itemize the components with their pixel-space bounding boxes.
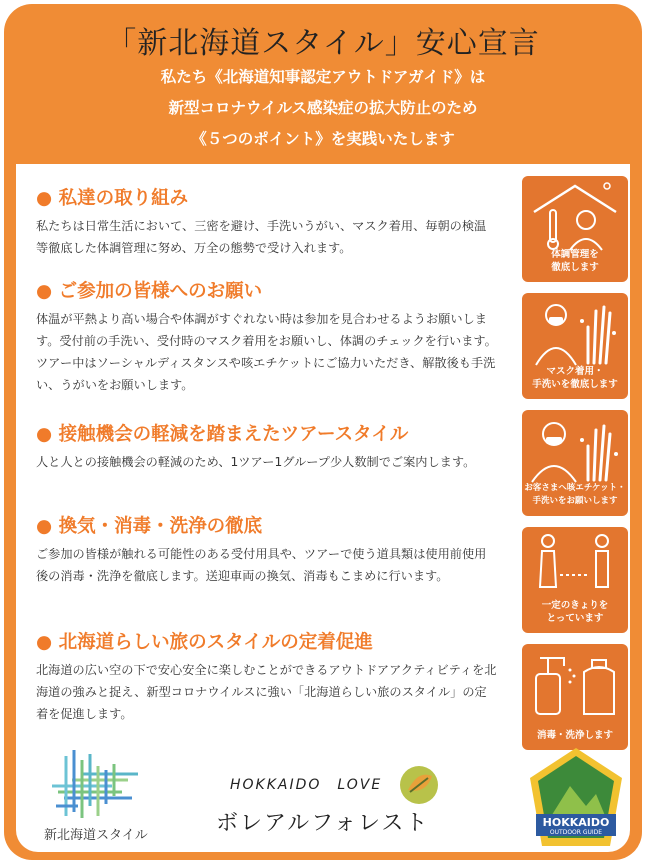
badge-line2: OUTDOOR GUIDE xyxy=(549,829,603,836)
subtitle-line: 新型コロナウイルス感染症の拡大防止のため xyxy=(168,99,478,117)
section-heading: ● 私達の取り組み xyxy=(36,188,189,209)
card-health-check xyxy=(522,176,628,282)
caption-line: とっています xyxy=(546,613,604,624)
page-title: 「新北海道スタイル」安心宣言 xyxy=(106,26,540,61)
caption-line: 手洗いをお願いします xyxy=(532,496,618,506)
section-request xyxy=(36,279,498,396)
company-name: ボレアルフォレスト xyxy=(216,811,430,836)
subtitle-line: 《５つのポイント》を実践いたします xyxy=(191,130,455,148)
section-text: 北海道の広い空の下で安心安全に楽しむことができるアウトドアアクティビティを北海道の強みと捉え、新型コロナウイルスに強い「北海道らしい旅のスタイル」の定着を促進します。 xyxy=(36,663,497,721)
content-panel xyxy=(16,164,630,852)
poster xyxy=(4,4,642,860)
section-text: 体温が平熱より高い場合や体調がすぐれない時は参加を見合わせるようお願いします。受付前の手洗い、受付時のマスク着用をお願いし、体調のチェックを行います。ツアー中はソーシャルディスタンスや咳エチケットにご協力いただき、解散後も手洗い、うがいをお願いします。 xyxy=(36,312,497,392)
section-heading: ● 北海道らしい旅のスタイルの定着促進 xyxy=(36,632,373,653)
caption-line: お客さまへ咳エチケット・ xyxy=(524,483,626,493)
section-heading: ● ご参加の皆様へのお願い xyxy=(36,281,263,302)
leaf-logo-icon xyxy=(398,764,440,806)
section-text: ご参加の皆様が触れる可能性のある受付用具や、ツアーで使う道具類は使用前使用後の消毒・洗浄を徹底します。送迎車両の換気、消毒もこまめに行います。 xyxy=(36,547,487,583)
caption-line: 徹底します xyxy=(551,262,599,273)
new-hokkaido-style-logo xyxy=(42,746,162,846)
social-distance-icon xyxy=(522,527,628,602)
subtitle xyxy=(4,62,642,155)
section-tour-style xyxy=(36,422,498,473)
caption-line: 一定のきょりを xyxy=(541,600,609,611)
section-text: 人と人との接触機会の軽減のため、1ツアー1グループ少人数制でご案内します。 xyxy=(36,455,476,469)
section-heading: ● 換気・消毒・洗浄の徹底 xyxy=(36,516,263,537)
card-cough-etiquette xyxy=(522,410,628,516)
card-caption xyxy=(522,482,628,508)
caption-line: 体調管理を xyxy=(551,249,599,260)
card-mask-handwash xyxy=(522,293,628,399)
health-check-icon xyxy=(522,176,628,251)
section-disinfection xyxy=(36,514,498,587)
card-social-distance xyxy=(522,527,628,633)
section-text: 私たちは日常生活において、三密を避け、手洗いうがい、マスク着用、毎朝の検温等徹底した体調管理に努め、万全の態勢で受け入れます。 xyxy=(36,219,487,255)
section-initiatives xyxy=(36,186,498,259)
caption-line: 手洗いを徹底します xyxy=(532,379,618,390)
badge-line1: HOKKAIDO xyxy=(542,816,610,829)
section-travel-style xyxy=(36,630,498,725)
caption-line: マスク着用・ xyxy=(546,366,604,377)
card-caption xyxy=(522,599,628,625)
subtitle-line: 私たち《北海道知事認定アウトドアガイド》は xyxy=(160,68,486,86)
section-heading: ● 接触機会の軽減を踏まえたツアースタイル xyxy=(36,424,409,445)
card-caption xyxy=(522,248,628,274)
hokkaido-love-text: HOKKAIDO LOVE xyxy=(230,777,383,793)
card-caption xyxy=(522,365,628,391)
mask-handwash-icon xyxy=(522,293,628,368)
disinfect-icon xyxy=(522,644,628,724)
cough-etiquette-icon xyxy=(522,410,628,485)
outdoor-guide-badge xyxy=(526,746,626,846)
hokkaido-stripes-logo-icon xyxy=(42,746,152,822)
card-caption xyxy=(522,729,628,742)
caption-line: 消毒・洗浄します xyxy=(536,730,613,741)
logo-text: 新北海道スタイル xyxy=(44,828,148,843)
card-disinfect xyxy=(522,644,628,750)
